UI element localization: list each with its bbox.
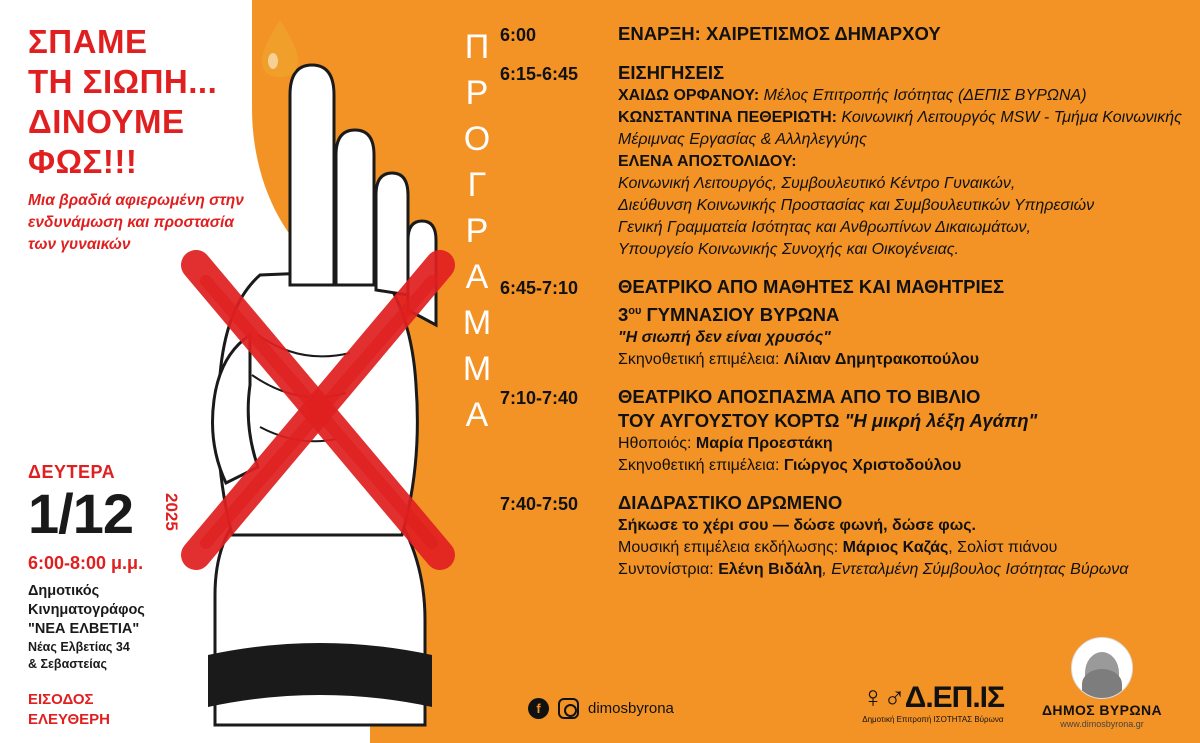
- credit-label: Σκηνοθετική επιμέλεια:: [618, 351, 784, 369]
- entrance-line-1: ΕΙΣΟΔΟΣ: [28, 691, 94, 708]
- program-item: [500, 61, 1190, 261]
- depis-logo: [862, 682, 1004, 725]
- municipality-seal-icon: [1071, 637, 1133, 699]
- program-actor: [618, 433, 1190, 455]
- program-host-credit: [618, 559, 1190, 581]
- speaker-role: Μέλος Επιτροπής Ισότητας (ΔΕΠΙΣ ΒΥΡΩΝΑ): [759, 87, 1087, 104]
- vertical-letter-7: Μ: [462, 304, 492, 342]
- vertical-letter-8: Μ: [462, 350, 492, 388]
- speaker-affiliation-line: Γενική Γραμματεία Ισότητας και Ανθρωπίνων Δικαιωμάτων,: [618, 219, 1031, 236]
- gender-symbols-icon: ♀♂: [861, 681, 905, 714]
- headline-line-2: ΤΗ ΣΙΩΠΗ...: [28, 63, 218, 100]
- social-handle: dimosbyrona: [588, 700, 674, 717]
- music-label: Μουσική επιμέλεια εκδήλωσης:: [618, 539, 843, 557]
- program-credit: [618, 349, 1190, 371]
- speaker-name: ΕΛΕΝΑ ΑΠΟΣΤΟΛΙΔΟΥ:: [618, 153, 797, 170]
- facebook-icon[interactable]: f: [528, 698, 549, 719]
- vertical-letter-2: Ρ: [465, 74, 489, 112]
- credit-name: Λίλιαν Δημητρακοπούλου: [783, 351, 979, 369]
- event-venue: [28, 582, 238, 673]
- venue-address-1: Νέας Ελβετίας 34: [28, 640, 130, 654]
- program-speaker: [618, 85, 1190, 107]
- venue-line-1: Δημοτικός: [28, 583, 100, 599]
- venue-address-2: & Σεβαστείας: [28, 657, 107, 671]
- venue-line-3: "ΝΕΑ ΕΛΒΕΤΙΑ": [28, 621, 140, 637]
- program-title: ΕΙΣΗΓΗΣΕΙΣ: [618, 62, 725, 83]
- subtitle: Μια βραδιά αφιερωμένη στην ενδυνάμωση και προστασία των γυναικών: [28, 192, 244, 253]
- program-title: ΘΕΑΤΡΙΚΟ ΑΠΟΣΠΑΣΜΑ ΑΠΟ ΤΟ ΒΙΒΛΙΟ: [618, 386, 981, 408]
- vertical-letter-9: Α: [465, 396, 489, 434]
- host-role: , Εντεταλμένη Σύμβουλος Ισότητας Βύρωνα: [822, 561, 1129, 579]
- vertical-letter-5: Ρ: [465, 212, 489, 250]
- music-role: , Σολίστ πιάνου: [948, 539, 1058, 557]
- entrance-note: [28, 690, 110, 730]
- play-title: "Η σιωπή δεν είναι χρυσός": [618, 329, 831, 347]
- headline-line-1: ΣΠΑΜΕ: [28, 23, 148, 60]
- speaker-name: ΧΑΙΔΩ ΟΡΦΑΝΟΥ:: [618, 87, 760, 104]
- program-title: ΕΝΑΡΞΗ: ΧΑΙΡΕΤΙΣΜΟΣ ΔΗΜΑΡΧΟΥ: [618, 23, 941, 44]
- vertical-letter-1: Π: [464, 28, 490, 66]
- instagram-icon[interactable]: [558, 698, 579, 719]
- program-title: ΘΕΑΤΡΙΚΟ ΑΠΟ ΜΑΘΗΤΕΣ ΚΑΙ ΜΑΘΗΤΡΙΕΣ: [618, 276, 1005, 297]
- program-time: 6:45-7:10: [500, 278, 579, 298]
- program-item: [500, 385, 1190, 477]
- actor-label: Ηθοποιός:: [618, 435, 696, 453]
- book-title: "Η μικρή λέξη Αγάπη": [844, 410, 1038, 432]
- depis-logo-name: Δ.ΕΠ.ΙΣ: [904, 681, 1004, 714]
- program-time: 6:15-6:45: [500, 64, 579, 84]
- school-number: 3: [618, 304, 629, 326]
- program-slogan: [618, 515, 1190, 537]
- event-date: 1/12: [28, 482, 133, 545]
- social-links[interactable]: [528, 698, 674, 719]
- event-date-block: [28, 462, 238, 673]
- author-name: ΤΟΥ ΑΥΓΟΥΣΤΟΥ ΚΟΡΤΩ: [618, 410, 840, 432]
- municipality-name: ΔΗΜΟΣ ΒΥΡΩΝΑ: [1041, 702, 1163, 718]
- program-time: 7:40-7:50: [500, 494, 579, 515]
- host-label: Συντονίστρια:: [618, 561, 719, 579]
- host-name: Ελένη Βιδάλη: [718, 561, 823, 579]
- program-credit: [618, 455, 1190, 477]
- venue-line-2: Κινηματογράφος: [28, 602, 145, 618]
- bust-portrait-icon: [1085, 652, 1119, 694]
- event-weekday: ΔΕΥΤΕΡΑ: [28, 462, 116, 482]
- program-time: 7:10-7:40: [500, 388, 579, 409]
- speaker-affiliation-line: Διεύθυνση Κοινωνικής Προστασίας και Συμβουλευτικών Υπηρεσιών: [618, 197, 1095, 214]
- depis-logo-mark: [862, 682, 1004, 714]
- program-speaker: [618, 107, 1190, 151]
- program-title: ΔΙΑΔΡΑΣΤΙΚΟ ΔΡΩΜΕΝΟ: [618, 492, 843, 514]
- speaker-name: ΚΩΝΣΤΑΝΤΙΝΑ ΠΕΘΕΡΙΩΤΗ:: [618, 109, 837, 126]
- school-name: ΓΥΜΝΑΣΙΟΥ ΒΥΡΩΝΑ: [641, 304, 840, 326]
- program-music-credit: [618, 537, 1190, 559]
- vertical-letter-6: Α: [465, 258, 489, 296]
- entrance-line-2: ΕΛΕΥΘΕΡΗ: [28, 711, 110, 728]
- event-time-range: 6:00-8:00 μ.μ.: [28, 553, 144, 573]
- program-title-second-line: [618, 299, 1190, 327]
- vertical-letter-3: Ο: [463, 120, 491, 158]
- program-speaker: [618, 151, 1190, 173]
- speaker-role: Κοινωνική Λειτουργός MSW - Τμήμα Κοινωνικής Μέριμνας Εργασίας & Αλληλεγγύης: [618, 109, 1182, 148]
- credit-label: Σκηνοθετική επιμέλεια:: [618, 457, 784, 475]
- vertical-letter-4: Γ: [467, 166, 487, 204]
- program-item: [500, 22, 1190, 47]
- actor-name: Μαρία Προεστάκη: [695, 435, 833, 453]
- credit-name: Γιώργος Χριστοδούλου: [783, 457, 962, 475]
- program-item: [500, 491, 1190, 581]
- school-number-suffix: ου: [628, 305, 642, 317]
- slogan-text: Σήκωσε το χέρι σου — δώσε φωνή, δώσε φως.: [618, 517, 976, 535]
- vertical-program-label: [452, 24, 502, 438]
- event-year: 2025: [162, 493, 181, 531]
- headline-line-4: ΦΩΣ!!!: [28, 143, 138, 180]
- municipality-logo: [1026, 637, 1178, 729]
- municipality-url: www.dimosbyrona.gr: [1060, 719, 1144, 729]
- headline-line-3: ΔΙΝΟΥΜΕ: [28, 103, 185, 140]
- program-list: [500, 22, 1190, 595]
- program-item: [500, 275, 1190, 371]
- depis-logo-caption: Δημοτική Επιτροπή ΙΣΟΤΗΤΑΣ Βύρωνα: [862, 715, 1004, 724]
- music-name: Μάριος Καζάς: [842, 539, 949, 557]
- program-title-second-line: [618, 409, 1190, 433]
- speaker-affiliation-line: Υπουργείο Κοινωνικής Συνοχής και Οικογένειας.: [618, 241, 959, 258]
- page-title: [28, 22, 298, 182]
- speaker-affiliation-line: Κοινωνική Λειτουργός, Συμβουλευτικό Κέντρο Γυναικών,: [618, 175, 1016, 192]
- program-time: 6:00: [500, 25, 537, 45]
